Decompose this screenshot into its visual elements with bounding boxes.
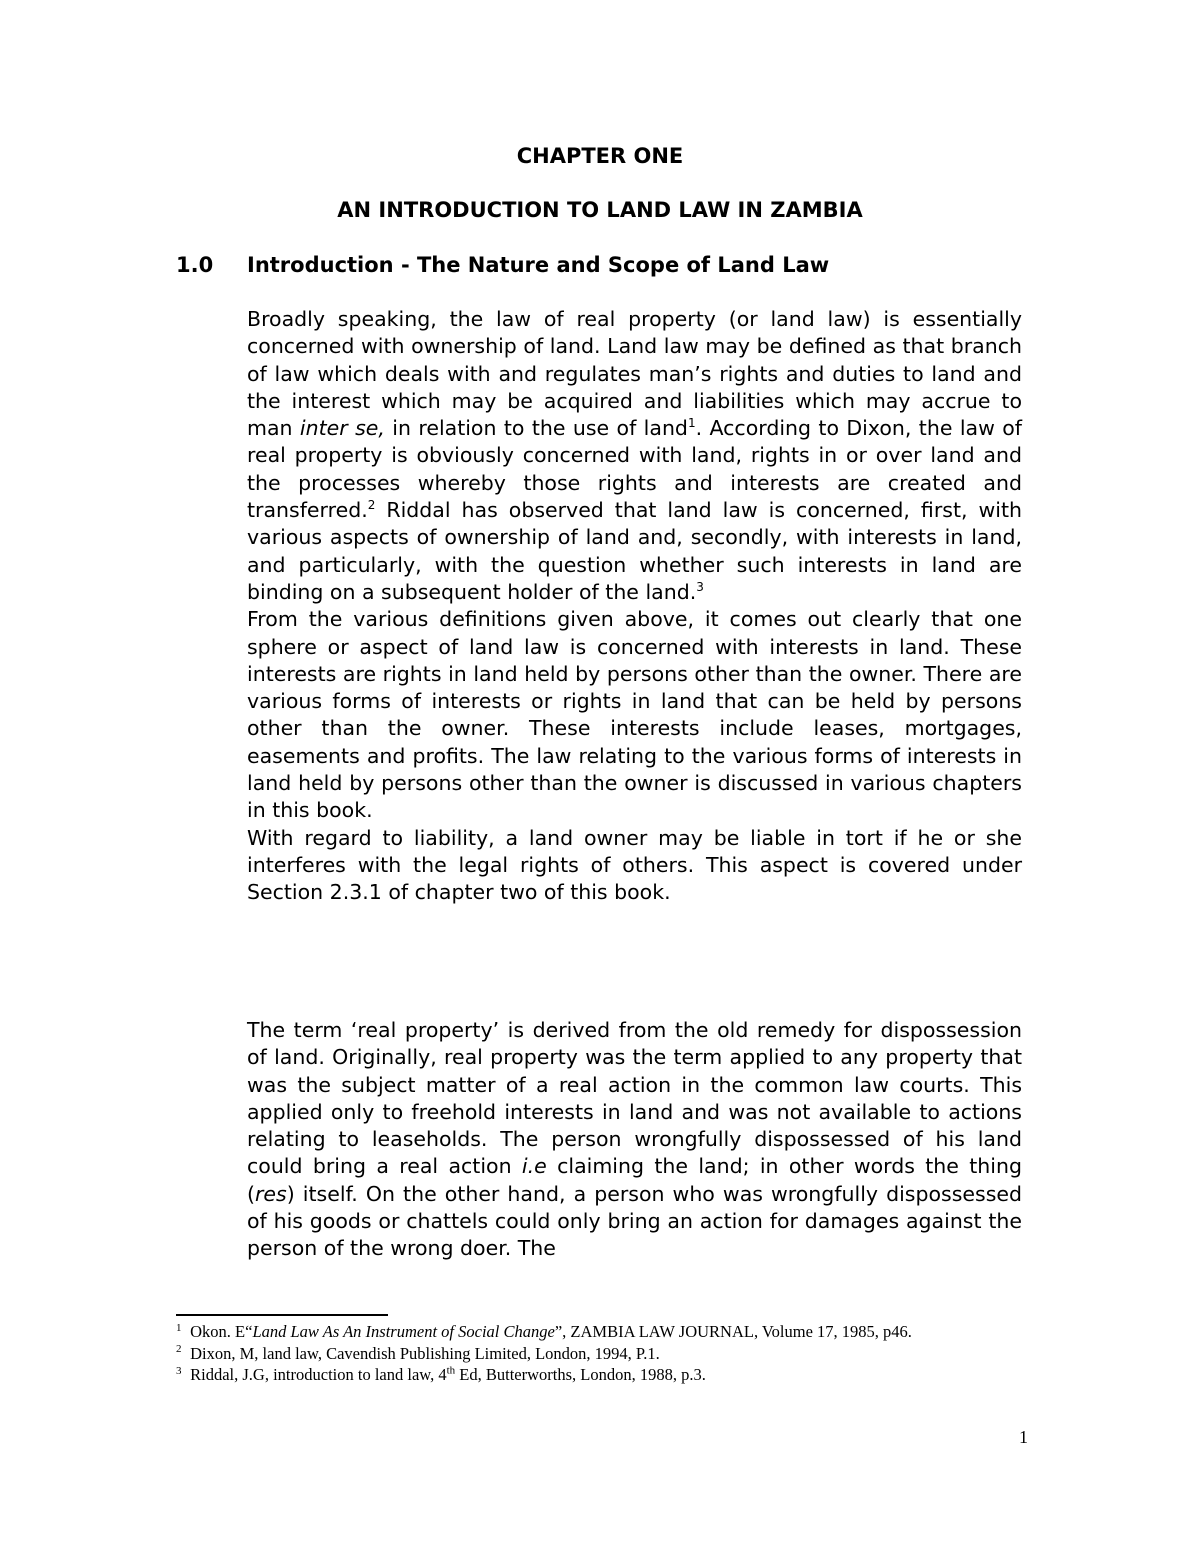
- chapter-title: CHAPTER ONE: [516, 144, 684, 168]
- paragraph-interests: From the various definitions given above, it comes out clearly that one sphere or aspect of land law is concerned with interests in land. These interests are rights in land held by persons other than the owner. There are various forms of interests or rights in land that can be held by persons other than the owner. These interests include leases, mortgages, easements and profits. The law relating to the various forms of interests in land held by persons other than the owner is discussed in various chapters in this book.: [247, 607, 1022, 823]
- footnote-2: 2 Dixon, M, land law, Cavendish Publishing Limited, London, 1994, P.1.: [176, 1343, 660, 1363]
- footnote-3: 3 Riddal, J.G, introduction to land law, 4th Ed, Butterworths, London, 1988, p.3.: [176, 1364, 706, 1384]
- page-number: 1: [1019, 1427, 1028, 1447]
- body-text-block: [247, 306, 1022, 907]
- paragraph-real-property: [247, 1017, 1022, 1263]
- footnote-ref[interactable]: 2: [367, 498, 376, 513]
- footnote-text: Dixon, M, land law, Cavendish Publishing Limited, London, 1994, P.1.: [186, 1343, 660, 1363]
- paragraph-definitions: [247, 306, 1022, 606]
- footnotes: [176, 1321, 1036, 1386]
- footnote-superscript: th: [446, 1364, 456, 1377]
- footnote-separator: [176, 1314, 388, 1316]
- footnote-text: Riddal, J.G, introduction to land law, 4: [186, 1365, 447, 1384]
- italic-term: i.e: [521, 1154, 547, 1179]
- section-number: 1.0: [176, 253, 214, 277]
- paragraph-text: ) itself. On the other hand, a person who was wrongfully dispossessed of his goods or chattels could only bring an action for damages against the person of the wrong doer. The: [247, 1181, 1022, 1261]
- paragraph-text: The term ‘real property’ is derived from the old remedy for dispossession of land. Originally, real property was the term applied to any property that was the subject matter of a real action in the common law courts. This applied only to freehold interests in land and was not available to actions relating to leaseholds. The person wrongfully dispossessed of his land could bring a real action: [247, 1018, 1022, 1179]
- italic-term: res: [255, 1181, 287, 1206]
- paragraph-text: claiming the land; in other words the thing (: [247, 1154, 1022, 1206]
- chapter-subtitle: AN INTRODUCTION TO LAND LAW IN ZAMBIA: [337, 198, 863, 222]
- paragraph-text: . According to Dixon, the law of real property is obviously concerned with land, rights in or over land and the processes whereby those rights and interests are created and transferred.: [247, 416, 1023, 523]
- body-text-block: [247, 1017, 1022, 1263]
- paragraph-text: Riddal has observed that land law is concerned, first, with various aspects of ownership of land and, secondly, with interests in land, and particularly, with the question whether such interests in land are binding on a subsequent holder of the land.: [247, 498, 1022, 604]
- paragraph-text: Broadly speaking, the law of real property (or land law) is essentially concerned with ownership of land. Land law may be defined as that branch of law which deals with and regulates man’s rights and duties to land and the interest which may be acquired and liabilities which may accrue to man: [247, 307, 1022, 441]
- footnote-1: 1 Okon. E“Land Law As An Instrument of Social Change”, ZAMBIA LAW JOURNAL, Volume 17, 1985, p46.: [176, 1321, 912, 1341]
- italic-term: inter se,: [299, 416, 385, 441]
- footnote-ref[interactable]: 3: [696, 580, 704, 595]
- footnote-text: ”, ZAMBIA LAW JOURNAL, Volume 17, 1985, p46.: [554, 1322, 912, 1341]
- footnote-ref[interactable]: 1: [687, 416, 696, 431]
- footnote-italic-title: Land Law As An Instrument of Social Change: [252, 1322, 555, 1341]
- section-heading: [176, 250, 1036, 280]
- paragraph-text: in relation to the use of land: [384, 416, 688, 441]
- footnote-text: Ed, Butterworths, London, 1988, p.3.: [455, 1365, 706, 1384]
- section-title: Introduction - The Nature and Scope of Land Law: [247, 253, 830, 277]
- footnote-text: Okon. E“: [186, 1322, 253, 1341]
- paragraph-liability: With regard to liability, a land owner may be liable in tort if he or she interferes with the legal rights of others. This aspect is covered under Section 2.3.1 of chapter two of this book.: [247, 825, 1022, 905]
